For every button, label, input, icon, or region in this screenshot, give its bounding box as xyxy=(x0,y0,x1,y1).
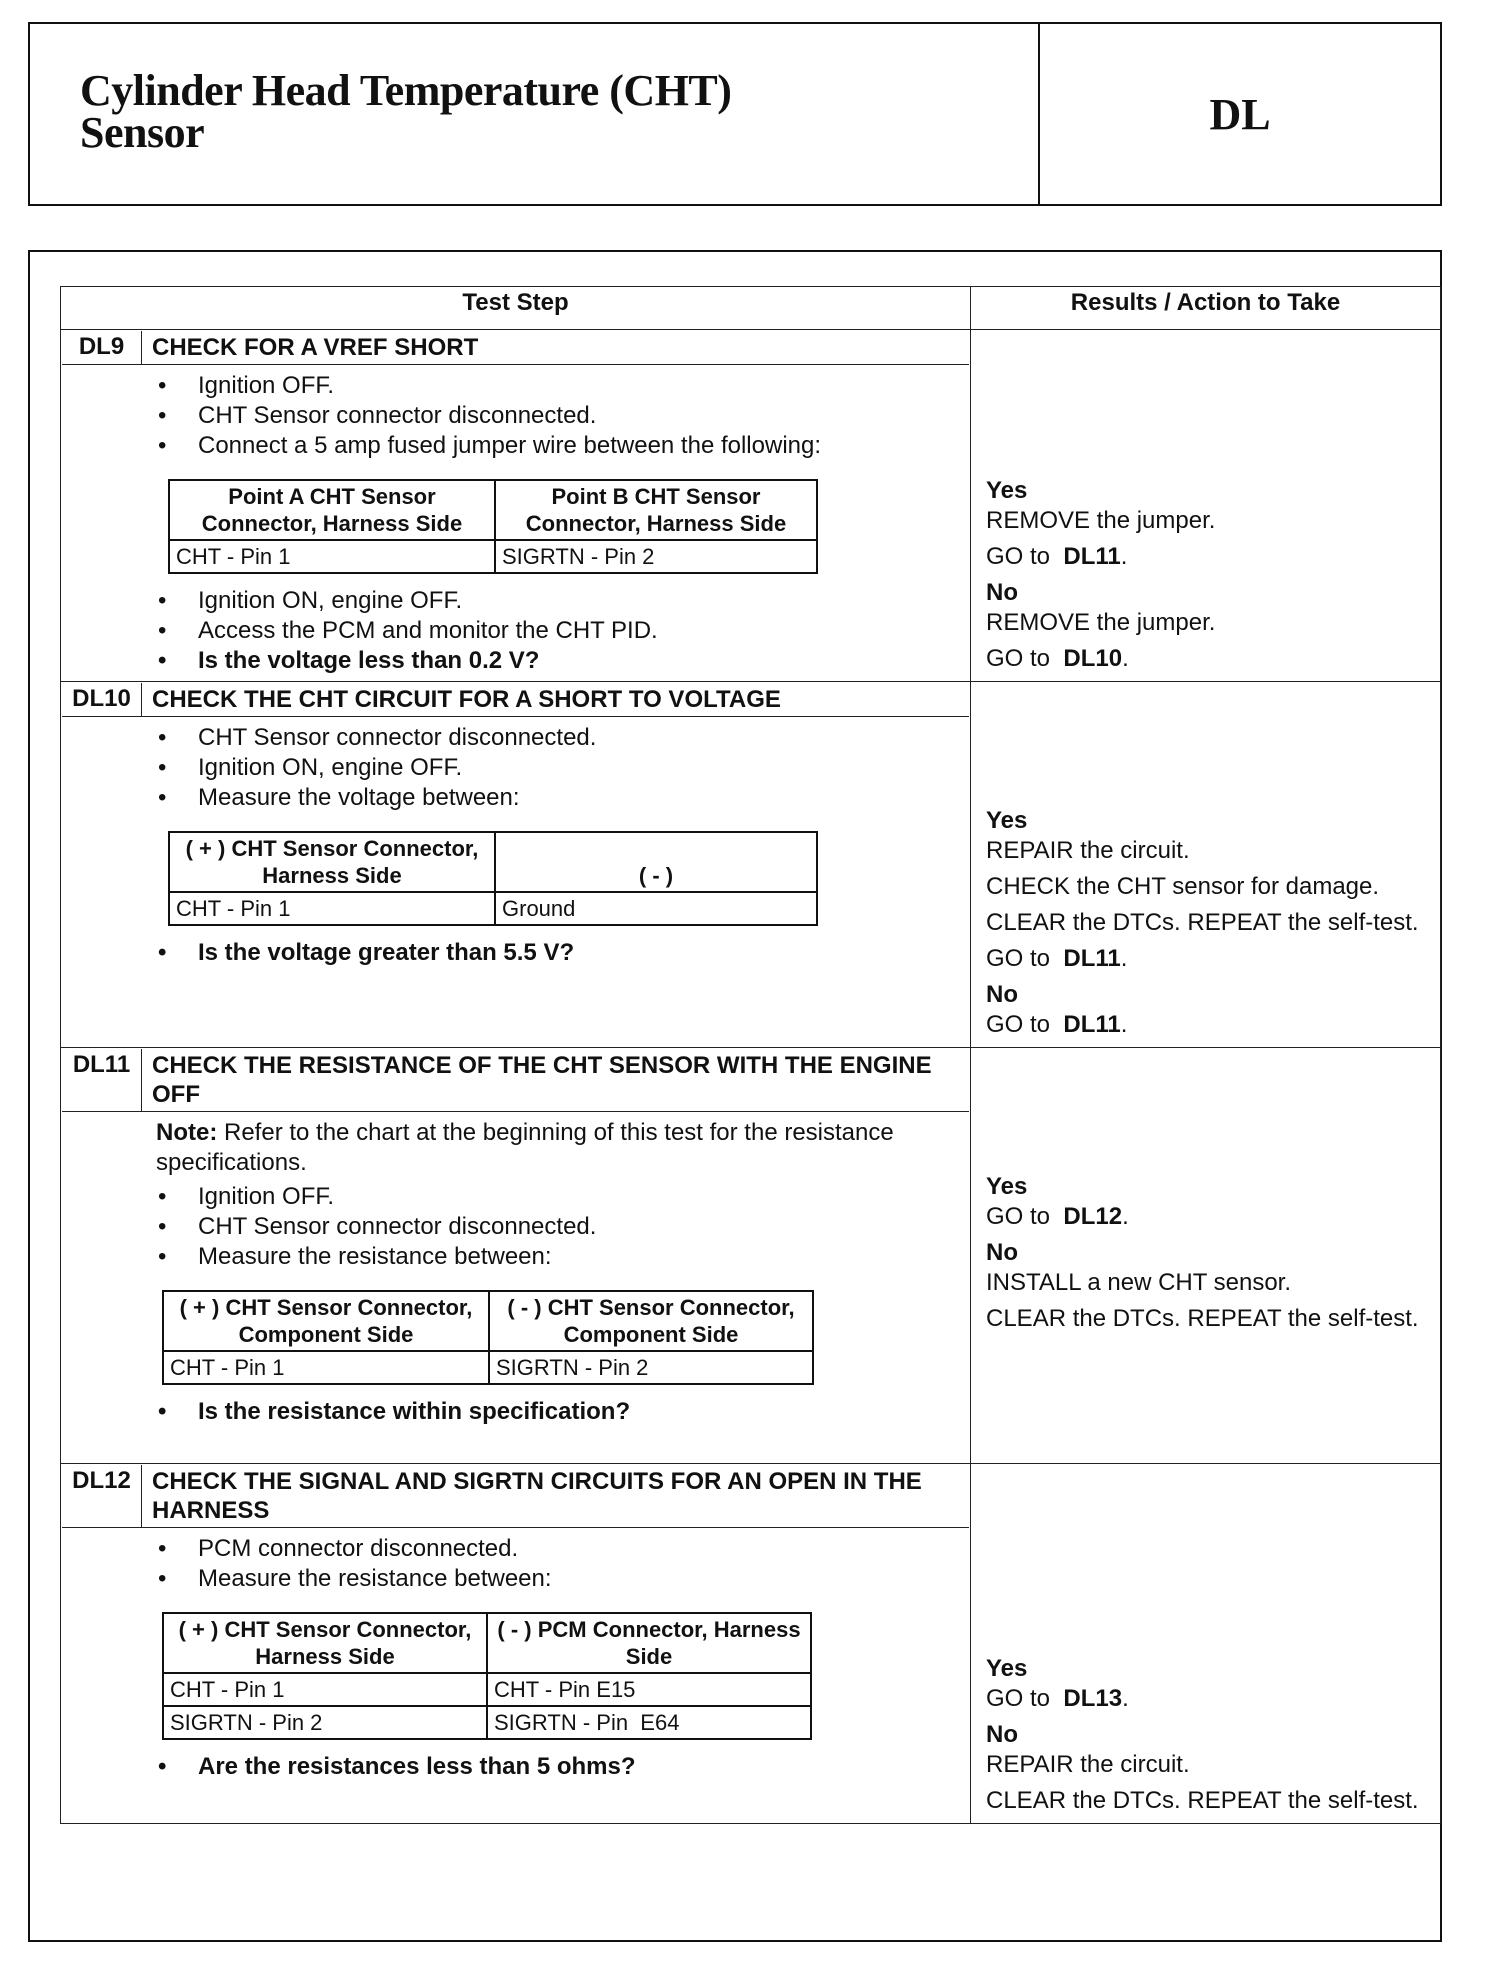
results-cell xyxy=(971,682,1441,1048)
table-row-dl12 xyxy=(61,1464,1441,1824)
step-question: • Is the voltage greater than 5.5 V? xyxy=(156,938,959,968)
page-title-line-2: Sensor xyxy=(80,108,205,157)
step-title: CHECK THE RESISTANCE OF THE CHT SENSOR WITH THE ENGINE OFF xyxy=(152,1052,932,1108)
pin-table-header: ( - ) PCM Connector, Harness Side xyxy=(487,1613,811,1673)
step-question: • Is the voltage less than 0.2 V? xyxy=(156,646,959,676)
table-row-dl11 xyxy=(61,1048,1441,1464)
pin-table-cell: SIGRTN - Pin 2 xyxy=(495,540,817,573)
pin-table-header: Point B CHT Sensor Connector, Harness Side xyxy=(495,480,817,540)
pin-table-header: ( - ) CHT Sensor Connector, Component Side xyxy=(489,1291,813,1351)
pin-table-row xyxy=(163,1706,811,1739)
goto-line: GO to DL12. xyxy=(986,1202,1129,1230)
test-step-cell xyxy=(61,330,971,682)
pin-table xyxy=(168,831,818,926)
list-item: • Ignition ON, engine OFF. xyxy=(156,586,959,616)
page-title xyxy=(30,24,1040,204)
pin-table-row xyxy=(163,1673,811,1706)
step-body xyxy=(62,1528,969,1786)
goto-line: GO to DL11. xyxy=(986,945,1128,972)
column-header-results: Results / Action to Take xyxy=(971,287,1441,330)
pin-table-header: Point A CHT Sensor Connector, Harness Side xyxy=(169,480,495,540)
results-cell xyxy=(971,1464,1441,1824)
step-question: • Is the resistance within specification? xyxy=(156,1397,959,1427)
pin-table-cell: SIGRTN - Pin E64 xyxy=(487,1706,811,1739)
result-line: CHECK the CHT sensor for damage. xyxy=(986,873,1380,900)
goto-line: GO to DL13. xyxy=(986,1685,1129,1712)
pin-table-row xyxy=(169,540,817,573)
table-header-row xyxy=(61,287,1441,330)
list-item: • PCM connector disconnected. xyxy=(156,1534,959,1564)
note-text: Refer to the chart at the beginning of this test for the resistance specifications. xyxy=(156,1119,894,1176)
step-body xyxy=(62,1112,969,1431)
pin-table-cell: CHT - Pin 1 xyxy=(163,1351,489,1384)
list-item: • Measure the resistance between: xyxy=(156,1564,959,1594)
test-step-cell xyxy=(61,682,971,1048)
list-item: • Ignition ON, engine OFF. xyxy=(156,753,959,783)
list-item: • CHT Sensor connector disconnected. xyxy=(156,1212,959,1242)
results-cell xyxy=(971,1048,1441,1464)
goto-prefix: GO to xyxy=(986,543,1051,570)
pin-table-cell: CHT - Pin 1 xyxy=(169,892,495,925)
pin-table-cell: SIGRTN - Pin 2 xyxy=(163,1706,487,1739)
step-id: DL10 xyxy=(62,683,142,716)
test-step-cell xyxy=(61,1048,971,1464)
step-header xyxy=(62,683,969,717)
result-line: REPAIR the circuit. xyxy=(986,1751,1190,1778)
note-label: Note: xyxy=(156,1119,218,1146)
result-line: CLEAR the DTCs. REPEAT the self-test. xyxy=(986,1304,1419,1332)
step-body xyxy=(62,717,969,972)
goto-prefix: GO to xyxy=(986,945,1051,972)
step-title: CHECK THE SIGNAL AND SIGRTN CIRCUITS FOR AN OPEN IN THE HARNESS xyxy=(152,1468,922,1524)
pin-table-row xyxy=(169,892,817,925)
step-header xyxy=(62,1049,969,1112)
step-id: DL9 xyxy=(62,331,142,364)
goto-line: GO to DL10. xyxy=(986,645,1129,672)
test-step-cell xyxy=(61,1464,971,1824)
results-cell xyxy=(971,330,1441,682)
step-header xyxy=(62,1465,969,1528)
pin-table xyxy=(162,1290,814,1385)
pin-table xyxy=(162,1612,812,1740)
pin-table-header: ( + ) CHT Sensor Connector, Component Side xyxy=(163,1291,489,1351)
pin-table-cell: CHT - Pin 1 xyxy=(169,540,495,573)
step-header xyxy=(62,331,969,365)
pin-table-cell: SIGRTN - Pin 2 xyxy=(489,1351,813,1384)
goto-prefix: GO to xyxy=(986,1202,1051,1230)
yes-label: Yes xyxy=(986,807,1028,834)
list-item: • CHT Sensor connector disconnected. xyxy=(156,401,959,431)
goto-prefix: GO to xyxy=(986,1011,1051,1038)
goto-step-link[interactable]: DL10 xyxy=(1063,645,1123,672)
no-label: No xyxy=(986,981,1018,1008)
no-label: No xyxy=(986,579,1018,606)
list-item: • Measure the resistance between: xyxy=(156,1242,959,1272)
page-title-line-1: Cylinder Head Temperature (CHT) xyxy=(80,66,732,115)
list-item: • Measure the voltage between: xyxy=(156,783,959,813)
goto-step-link[interactable]: DL12 xyxy=(1063,1202,1123,1230)
step-title: CHECK FOR A VREF SHORT xyxy=(152,334,479,361)
yes-label: Yes xyxy=(986,1172,1028,1200)
pin-table-row xyxy=(163,1351,813,1384)
column-header-test-step: Test Step xyxy=(61,287,971,330)
goto-step-link[interactable]: DL11 xyxy=(1063,1011,1121,1038)
yes-label: Yes xyxy=(986,1655,1028,1682)
step-question: • Are the resistances less than 5 ohms? xyxy=(156,1752,959,1782)
goto-prefix: GO to xyxy=(986,1685,1051,1712)
result-line: REMOVE the jumper. xyxy=(986,507,1216,534)
pin-table-header: ( + ) CHT Sensor Connector, Harness Side xyxy=(169,832,495,892)
step-note xyxy=(156,1118,959,1178)
goto-step-link[interactable]: DL11 xyxy=(1063,945,1121,972)
result-line: CLEAR the DTCs. REPEAT the self-test. xyxy=(986,909,1419,936)
pin-table-cell: CHT - Pin E15 xyxy=(487,1673,811,1706)
list-item: • Access the PCM and monitor the CHT PID. xyxy=(156,616,959,646)
section-code: DL xyxy=(1209,89,1271,139)
result-line: REMOVE the jumper. xyxy=(986,609,1216,636)
list-item: • Connect a 5 amp fused jumper wire between the following: xyxy=(156,431,959,461)
pin-table-cell: Ground xyxy=(495,892,817,925)
no-label: No xyxy=(986,1721,1018,1748)
list-item: • Ignition OFF. xyxy=(156,371,959,401)
goto-line: GO to DL11. xyxy=(986,543,1128,570)
result-line: INSTALL a new CHT sensor. xyxy=(986,1268,1292,1296)
step-body xyxy=(62,365,969,680)
table-row-dl10 xyxy=(61,682,1441,1048)
pin-table-cell: CHT - Pin 1 xyxy=(163,1673,487,1706)
yes-label: Yes xyxy=(986,477,1028,504)
title-box xyxy=(28,22,1442,206)
list-item: • Ignition OFF. xyxy=(156,1182,959,1212)
step-id: DL11 xyxy=(62,1049,142,1111)
no-label: No xyxy=(986,1238,1018,1266)
goto-step-link[interactable]: DL11 xyxy=(1063,543,1121,570)
result-line: CLEAR the DTCs. REPEAT the self-test. xyxy=(986,1787,1419,1814)
goto-prefix: GO to xyxy=(986,645,1051,672)
goto-step-link[interactable]: DL13 xyxy=(1063,1685,1123,1712)
result-line: REPAIR the circuit. xyxy=(986,837,1190,864)
goto-line: GO to DL11. xyxy=(986,1011,1128,1038)
step-id: DL12 xyxy=(62,1465,142,1527)
list-item: • CHT Sensor connector disconnected. xyxy=(156,723,959,753)
table-row-dl9 xyxy=(61,330,1441,682)
pin-table-header: ( + ) CHT Sensor Connector, Harness Side xyxy=(163,1613,487,1673)
step-title: CHECK THE CHT CIRCUIT FOR A SHORT TO VOLTAGE xyxy=(152,686,781,713)
pin-table-header: ( - ) xyxy=(495,832,817,892)
test-step-table xyxy=(60,286,1441,1824)
pin-table xyxy=(168,479,818,574)
